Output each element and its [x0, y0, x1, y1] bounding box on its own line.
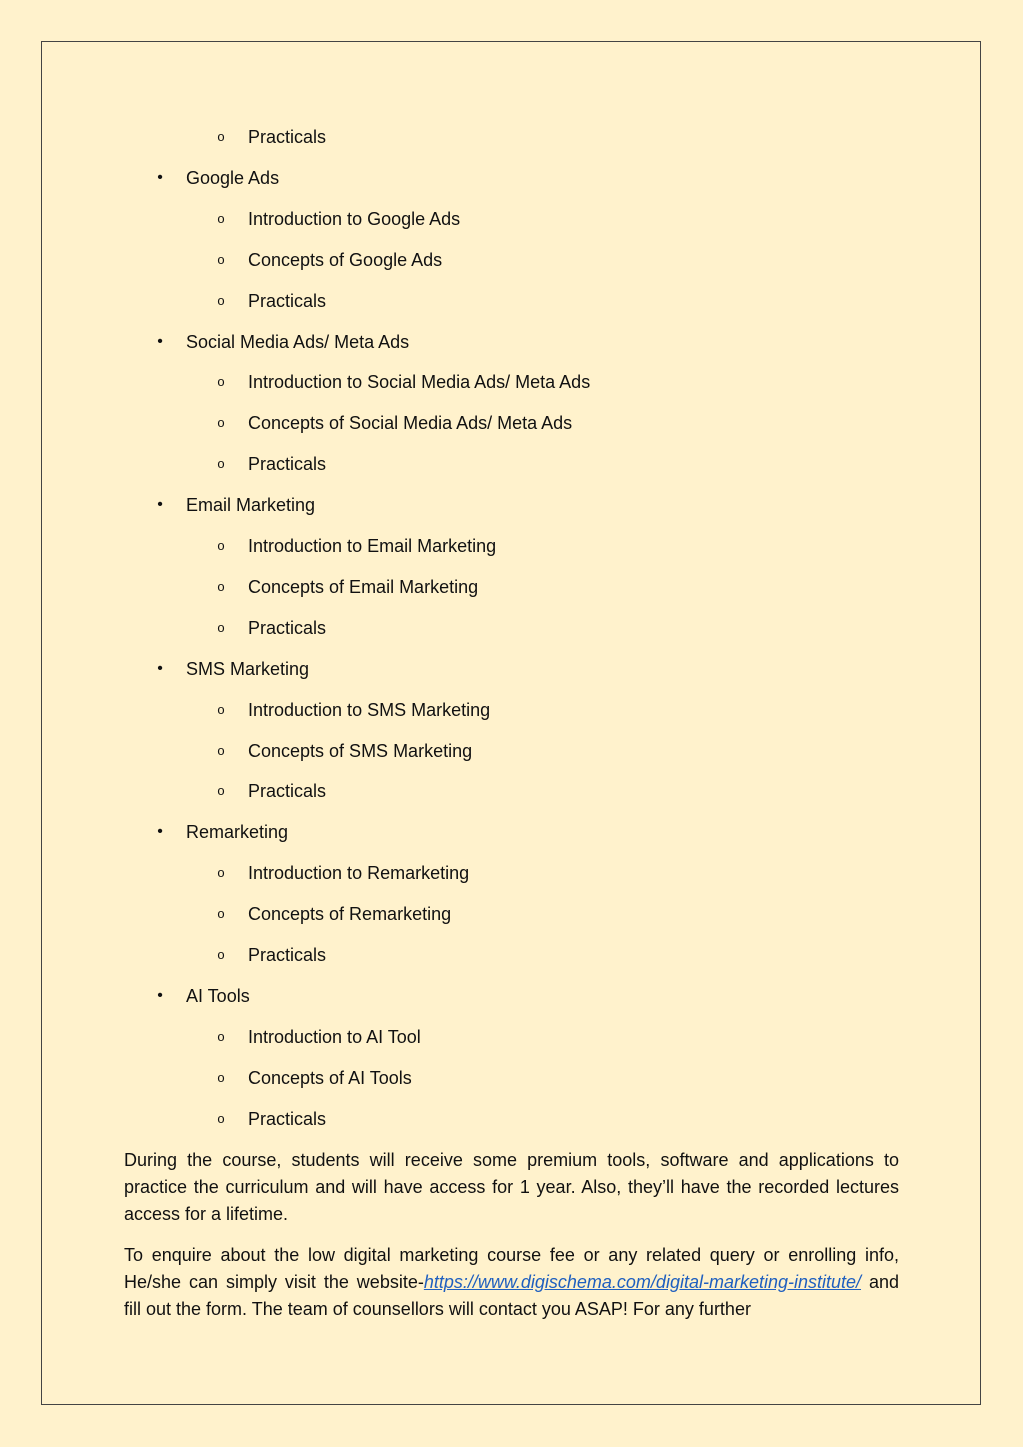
list-item-label: Social Media Ads/ Meta Ads	[186, 332, 410, 352]
sub-list-item	[0, 739, 1023, 763]
sub-list-item-label: Introduction to Google Ads	[248, 209, 461, 229]
hollow-bullet-icon: o	[217, 906, 225, 921]
sub-list-item-label: Concepts of AI Tools	[248, 1068, 412, 1088]
bullet-icon: •	[157, 823, 163, 840]
institute-website-link[interactable]: https://www.digischema.com/digital-marketing-institute/	[423, 1272, 862, 1292]
sub-list-item-label: Introduction to AI Tool	[248, 1027, 421, 1047]
sub-list-item-label: Concepts of Email Marketing	[248, 577, 479, 597]
sub-list-item	[0, 861, 1023, 885]
hollow-bullet-icon: o	[217, 702, 225, 717]
sub-list-item	[0, 1025, 1023, 1049]
hollow-bullet-icon: o	[217, 947, 225, 962]
bullet-icon: •	[157, 660, 163, 677]
hollow-bullet-icon: o	[217, 865, 225, 880]
hollow-bullet-icon: o	[217, 129, 225, 144]
sub-list-item-label: Introduction to Social Media Ads/ Meta Ads	[248, 372, 591, 392]
bullet-icon: •	[157, 987, 163, 1004]
hollow-bullet-icon: o	[217, 579, 225, 594]
list-item	[0, 330, 1023, 354]
list-item	[0, 493, 1023, 517]
list-item	[0, 820, 1023, 844]
sub-list-item	[0, 452, 1023, 476]
sub-list-item	[0, 411, 1023, 435]
enquiry-text-end: and fill out the form. The team of counsellors will contact you ASAP! For any further	[124, 1272, 899, 1319]
sub-list-item-label: Introduction to Remarketing	[248, 863, 470, 883]
sub-list-item	[0, 370, 1023, 394]
sub-list-item-label: Practicals	[248, 291, 327, 311]
list-item	[0, 166, 1023, 190]
hollow-bullet-icon: o	[217, 211, 225, 226]
sub-list-item-label: Introduction to SMS Marketing	[248, 700, 491, 720]
sub-list-item-label: Practicals	[248, 781, 327, 801]
sub-list-item-label: Practicals	[248, 454, 327, 474]
hollow-bullet-icon: o	[217, 1111, 225, 1126]
bullet-icon: •	[157, 169, 163, 186]
course-benefits-text: During the course, students will receive some premium tools, software and applications to practice the curriculum and will have access for 1 year. Also, they’ll have the recorded lectures access for a lifetime.	[124, 1150, 899, 1224]
sub-list-item	[0, 902, 1023, 926]
list-item-label: AI Tools	[186, 986, 250, 1006]
sub-list-item-label: Practicals	[248, 618, 327, 638]
sub-list-item	[0, 289, 1023, 313]
list-item-label: Google Ads	[186, 168, 280, 188]
sub-list-item	[0, 248, 1023, 272]
enquiry-text-start: To enquire about the low digital marketing course fee or any related query or enrolling info, He/she can simply visit the website-	[124, 1245, 899, 1292]
hollow-bullet-icon: o	[217, 456, 225, 471]
bullet-icon: •	[157, 333, 163, 350]
hollow-bullet-icon: o	[217, 620, 225, 635]
hollow-bullet-icon: o	[217, 538, 225, 553]
list-item-label: Email Marketing	[186, 495, 316, 515]
sub-list-item	[0, 1107, 1023, 1131]
list-item	[0, 657, 1023, 681]
sub-list-item-label: Practicals	[248, 127, 327, 147]
sub-list-item	[0, 698, 1023, 722]
sub-list-item	[0, 125, 1023, 149]
hollow-bullet-icon: o	[217, 415, 225, 430]
hollow-bullet-icon: o	[217, 1029, 225, 1044]
sub-list-item	[0, 779, 1023, 803]
sub-list-item	[0, 534, 1023, 558]
sub-list-item-label: Concepts of Remarketing	[248, 904, 452, 924]
sub-list-item-label: Concepts of Social Media Ads/ Meta Ads	[248, 413, 573, 433]
hollow-bullet-icon: o	[217, 1070, 225, 1085]
list-item	[0, 984, 1023, 1008]
hollow-bullet-icon: o	[217, 783, 225, 798]
hollow-bullet-icon: o	[217, 374, 225, 389]
hollow-bullet-icon: o	[217, 293, 225, 308]
bullet-icon: •	[157, 496, 163, 513]
sub-list-item-label: Introduction to Email Marketing	[248, 536, 497, 556]
sub-list-item	[0, 207, 1023, 231]
sub-list-item-label: Practicals	[248, 945, 327, 965]
sub-list-item	[0, 575, 1023, 599]
sub-list-item	[0, 616, 1023, 640]
hollow-bullet-icon: o	[217, 743, 225, 758]
sub-list-item	[0, 943, 1023, 967]
list-item-label: Remarketing	[186, 822, 289, 842]
list-item-label: SMS Marketing	[186, 659, 310, 679]
sub-list-item	[0, 1066, 1023, 1090]
hollow-bullet-icon: o	[217, 252, 225, 267]
sub-list-item-label: Practicals	[248, 1109, 327, 1129]
course-benefits-paragraph	[124, 1147, 899, 1228]
enquiry-paragraph	[124, 1242, 899, 1323]
sub-list-item-label: Concepts of SMS Marketing	[248, 741, 473, 761]
sub-list-item-label: Concepts of Google Ads	[248, 250, 443, 270]
